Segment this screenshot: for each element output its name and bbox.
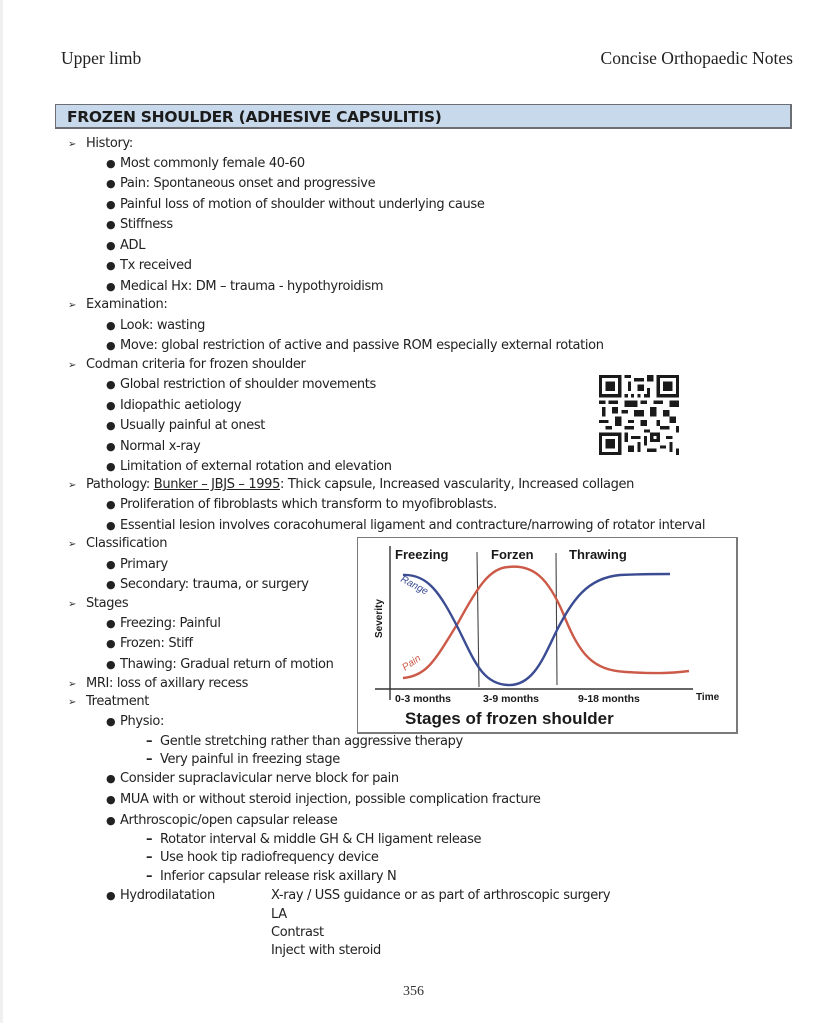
x-tick-label: 9-18 months [578,693,640,705]
stage-divider [556,553,557,685]
bullet-icon: ● [106,498,116,511]
list-item: ● Secondary: trauma, or surgery [106,577,309,592]
bullet-icon: ● [106,339,116,352]
list-item: ● Primary [106,557,168,572]
sub-list-item: – Use hook tip radiofrequency device [146,850,379,865]
stage-label-thawing: Thrawing [569,547,627,562]
x-axis-label: Time [696,692,720,703]
hydrodilatation-detail: Inject with steroid [271,943,381,958]
x-tick-label: 0-3 months [395,693,452,705]
bullet-icon: ● [106,715,116,728]
list-item: ● Frozen: Stiff [106,636,193,651]
bullet-icon: ● [106,399,116,412]
qr-code-icon[interactable] [599,375,679,455]
sub-list-item: – Very painful in freezing stage [146,752,340,767]
hydrodilatation-detail: X-ray / USS guidance or as part of arthroscopic surgery [271,888,611,903]
arrow-bullet-icon: ➢ [68,697,77,708]
heading-examination: ➢ Examination: [68,297,168,312]
bullet-icon: ● [106,772,116,785]
list-item: ● Look: wasting [106,318,205,333]
list-item: ● Consider supraclavicular nerve block for pain [106,771,399,786]
section-title: FROZEN SHOULDER (ADHESIVE CAPSULITIS) [67,108,442,126]
list-item: ● Most commonly female 40-60 [106,156,305,171]
bullet-icon: ● [106,157,116,170]
list-item: ● Essential lesion involves coracohumeral ligament and contracture/narrowing of rotator interval [106,518,706,533]
section-title-box [55,104,792,129]
bullet-icon: ● [106,419,116,432]
bullet-icon: ● [106,378,116,391]
pathology-reference: Bunker – JBJS – 1995 [153,477,281,492]
heading-history: ➢ History: [68,136,133,151]
page-edge [0,0,3,1023]
bullet-icon: ● [106,177,116,190]
list-item: ● Idiopathic aetiology [106,398,242,413]
list-item-release: ● Arthroscopic/open capsular release [106,813,338,828]
bullet-icon: ● [106,658,116,671]
heading-stages: ➢ Stages [68,596,129,611]
dash-icon: – [146,869,153,884]
sub-list-item: – Inferior capsular release risk axillary N [146,869,397,884]
arrow-bullet-icon: ➢ [68,599,77,610]
list-item: ● Normal x-ray [106,439,201,454]
list-item: ● Stiffness [106,217,173,232]
list-item: ● Usually painful at onest [106,418,266,433]
list-item: ● Painful loss of motion of shoulder without underlying cause [106,197,485,212]
dash-icon: – [146,734,153,749]
bullet-icon: ● [106,280,116,293]
bullet-icon: ● [106,259,116,272]
heading-mri: ➢ MRI: loss of axillary recess [68,676,249,691]
list-item-physio: ● Physio: [106,714,165,729]
header-book-title: Concise Orthopaedic Notes [600,48,793,68]
bullet-icon: ● [106,239,116,252]
list-item: ● Limitation of external rotation and elevation [106,459,392,474]
list-item-hydrodilatation: ● Hydrodilatation [106,888,215,903]
list-item: ● Freezing: Painful [106,616,221,631]
x-tick-label: 3-9 months [483,693,540,705]
bullet-icon: ● [106,578,116,591]
list-item: ● Thawing: Gradual return of motion [106,657,334,672]
dash-icon: – [146,752,153,767]
arrow-bullet-icon: ➢ [68,539,77,550]
sub-list-item: – Gentle stretching rather than aggressive therapy [146,734,463,749]
sub-list-item: – Rotator interval & middle GH & CH ligament release [146,832,482,847]
bullet-icon: ● [106,198,116,211]
list-item: ● Tx received [106,258,192,273]
bullet-icon: ● [106,558,116,571]
list-item: ● Global restriction of shoulder movements [106,377,376,392]
hydrodilatation-detail: Contrast [271,925,324,940]
heading-pathology: ➢ Pathology: Bunker – JBJS – 1995: Thick capsule, Increased vascularity, Increased collagen [68,477,635,492]
heading-classification: ➢ Classification [68,536,168,551]
heading-treatment: ➢ Treatment [68,694,149,709]
arrow-bullet-icon: ➢ [68,139,77,150]
pain-label: Pain [400,652,424,674]
heading-codman-criteria: ➢ Codman criteria for frozen shoulder [68,357,306,372]
y-axis-label: Severity [374,599,385,638]
arrow-bullet-icon: ➢ [68,360,77,371]
dash-icon: – [146,850,153,865]
arrow-bullet-icon: ➢ [68,480,77,491]
stages-chart [357,537,738,734]
hydrodilatation-detail: LA [271,907,287,922]
bullet-icon: ● [106,460,116,473]
bullet-icon: ● [106,617,116,630]
arrow-bullet-icon: ➢ [68,679,77,690]
stage-label-frozen: Forzen [491,547,534,562]
list-item: ● ADL [106,238,146,253]
bullet-icon: ● [106,218,116,231]
arrow-bullet-icon: ➢ [68,300,77,311]
dash-icon: – [146,832,153,847]
page-number: 356 [403,984,424,999]
list-item: ● Pain: Spontaneous onset and progressive [106,176,376,191]
list-item: ● Move: global restriction of active and passive ROM especially external rotation [106,338,604,353]
bullet-icon: ● [106,519,116,532]
running-header [61,48,793,72]
bullet-icon: ● [106,793,116,806]
list-item: ● Proliferation of fibroblasts which transform to myofibroblasts. [106,497,497,512]
range-curve [403,574,670,685]
stage-label-freezing: Freezing [395,547,449,562]
bullet-icon: ● [106,440,116,453]
list-item: ● Medical Hx: DM – trauma - hypothyroidism [106,279,384,294]
bullet-icon: ● [106,319,116,332]
list-item: ● MUA with or without steroid injection, possible complication fracture [106,792,541,807]
chart-title: Stages of frozen shoulder [405,709,614,728]
bullet-icon: ● [106,889,116,902]
bullet-icon: ● [106,637,116,650]
pain-curve [403,567,689,678]
bullet-icon: ● [106,814,116,827]
header-chapter: Upper limb [61,48,142,68]
range-label: Range [398,573,430,598]
